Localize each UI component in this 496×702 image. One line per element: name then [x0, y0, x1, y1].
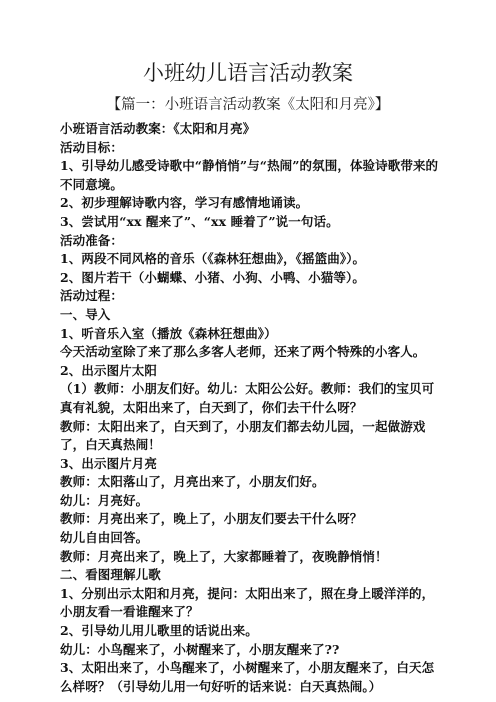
text-line: 活动准备：	[60, 232, 124, 248]
text-line: 二、看图理解儿歌	[60, 567, 161, 583]
text-line: 2、引导幼儿用儿歌里的话说出来。	[60, 623, 258, 639]
text-line: 么样呀？（引导幼儿用一句好听的话来说：白天真热闹。）	[60, 678, 382, 694]
document-body	[60, 120, 445, 696]
text-line: 2、图片若干（小蝴蝶、小猪、小狗、小鸭、小猫等）。	[60, 269, 365, 285]
text-line: 3、太阳出来了，小鸟醒来了，小树醒来了，小朋友醒来了，白天怎	[60, 660, 435, 676]
text-line: 活动过程：	[60, 288, 124, 304]
text-line: 教师：太阳落山了，月亮出来了，小朋友们好。	[60, 474, 325, 490]
document-title: 小班幼儿语言活动教案	[143, 61, 353, 85]
text-line: 教师：月亮出来了，晚上了，小朋友们要去干什么呀？	[60, 511, 363, 527]
text-line: 3、出示图片月亮	[60, 455, 157, 471]
text-line: 不同意境。	[60, 176, 124, 192]
text-line: 教师：月亮出来了，晚上了，大家都睡着了，夜晚静悄悄！	[60, 548, 388, 564]
text-line: 2、出示图片太阳	[60, 362, 157, 378]
text-line: 1、引导幼儿感受诗歌中“静悄悄”与“热闹”的氛围，体验诗歌带来的	[60, 158, 439, 174]
text-line: 幼儿：小鸟醒来了，小树醒来了，小朋友醒来了??	[60, 641, 340, 657]
section-heading: 【篇一：小班语言活动教案《太阳和月亮》】	[106, 97, 390, 113]
text-line: 真有礼貌，太阳出来了，白天到了，你们去干什么呀？	[60, 399, 363, 415]
text-line: 一、导入	[60, 306, 111, 322]
text-line: 2、初步理解诗歌内容，学习有感情地诵读。	[60, 195, 309, 211]
text-line: 教师：太阳出来了，白天到了，小朋友们都去幼儿园，一起做游戏	[60, 418, 426, 434]
text-line: 今天活动室除了来了那么多客人老师，还来了两个特殊的小客人。	[60, 344, 426, 360]
text-line: 幼儿自由回答。	[60, 530, 149, 546]
text-line: 1、分别出示太阳和月亮，提问：太阳出来了，照在身上暖洋洋的，	[60, 585, 435, 601]
text-line: 1、两段不同风格的音乐（《森林狂想曲》，《摇篮曲》）。	[60, 251, 366, 267]
text-line: 幼儿：月亮好。	[60, 492, 149, 508]
lesson-title-line: 小班语言活动教案：《太阳和月亮》	[60, 121, 256, 136]
text-line: 小朋友看一看谁醒来了？	[60, 604, 199, 620]
text-line: 活动目标：	[60, 139, 124, 155]
text-line: 3、尝试用“xx 醒来了”、“xx 睡着了”说一句话。	[60, 213, 339, 229]
text-line: 了，白天真热闹！	[60, 437, 161, 453]
text-line: （1）教师：小朋友们好。幼儿：太阳公公好。教师：我们的宝贝可	[60, 381, 435, 397]
text-line: 1、听音乐入室（播放《森林狂想曲》）	[60, 325, 277, 341]
